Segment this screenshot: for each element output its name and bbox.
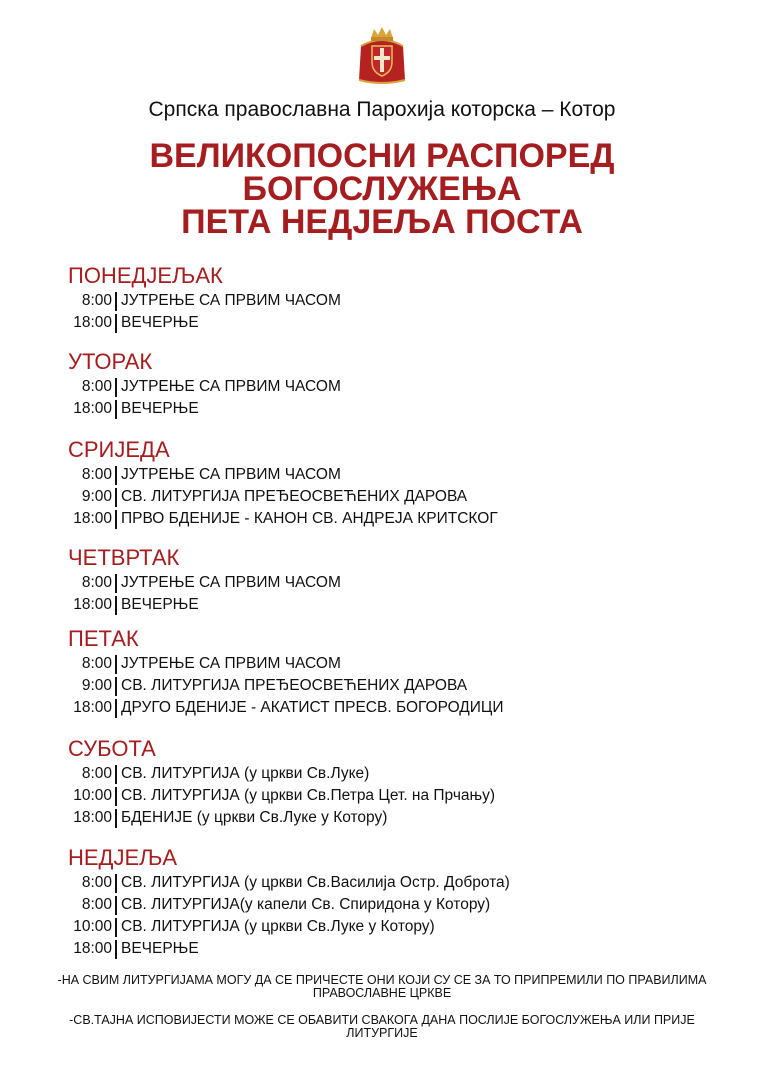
service-row bbox=[68, 464, 708, 486]
service-event: БДЕНИЈЕ (у цркви Св.Луке у Котору) bbox=[121, 809, 388, 826]
service-row bbox=[68, 697, 708, 719]
service-row bbox=[68, 486, 708, 508]
service-row bbox=[68, 312, 708, 334]
service-event: ВЕЧЕРЊЕ bbox=[121, 940, 199, 957]
title-line: ПЕТА НЕДЈЕЉА ПОСТА bbox=[181, 203, 583, 241]
divider bbox=[115, 314, 117, 333]
service-row bbox=[68, 938, 708, 960]
divider bbox=[115, 488, 117, 507]
parish-name: Српска православна Парохија которска – Котор bbox=[148, 98, 616, 121]
day-name: НЕДЈЕЉА bbox=[68, 845, 178, 870]
service-event: СВ. ЛИТУРГИЈА(у капели Св. Спиридона у Котору) bbox=[121, 896, 491, 913]
divider bbox=[115, 765, 117, 784]
service-time: 9:00 bbox=[81, 488, 112, 505]
service-row bbox=[68, 398, 708, 420]
service-time: 8:00 bbox=[81, 896, 112, 913]
service-time: 8:00 bbox=[81, 765, 112, 782]
service-row bbox=[68, 290, 708, 312]
day-block bbox=[68, 264, 708, 334]
service-row bbox=[68, 376, 708, 398]
divider bbox=[115, 940, 117, 959]
service-row bbox=[68, 894, 708, 916]
service-time: 8:00 bbox=[81, 466, 112, 483]
service-event: ЈУТРЕЊЕ СА ПРВИМ ЧАСОМ bbox=[121, 292, 341, 309]
divider bbox=[115, 809, 117, 828]
communion-note: -НА СВИМ ЛИТУРГИЈАМА МОГУ ДА СЕ ПРИЧЕСТЕ ОНИ КОЈИ СУ СЕ ЗА ТО ПРИПРЕМИЛИ ПО ПРАВИЛИМА ПРАВОСЛАВНЕ ЦРКВЕ bbox=[57, 973, 707, 1000]
day-name: ЧЕТВРТАК bbox=[68, 545, 180, 570]
divider bbox=[115, 874, 117, 893]
service-event: СВ. ЛИТУРГИЈА (у цркви Св.Василија Остр. Доброта) bbox=[121, 874, 510, 891]
day-block bbox=[68, 737, 708, 829]
service-time: 8:00 bbox=[81, 574, 112, 591]
day-name: ПЕТАК bbox=[68, 626, 139, 651]
church-coat-of-arms-icon bbox=[355, 26, 409, 86]
service-time: 18:00 bbox=[73, 314, 112, 331]
day-block bbox=[68, 438, 708, 530]
service-time: 10:00 bbox=[73, 918, 112, 935]
divider bbox=[115, 574, 117, 593]
service-event: ВЕЧЕРЊЕ bbox=[121, 314, 199, 331]
divider bbox=[115, 510, 117, 529]
service-event: СВ. ЛИТУРГИЈА ПРЕЂЕОСВЕЋЕНИХ ДАРОВА bbox=[121, 677, 468, 694]
divider bbox=[115, 466, 117, 485]
service-time: 8:00 bbox=[81, 292, 112, 309]
divider bbox=[115, 655, 117, 674]
title-line: БОГОСЛУЖЕЊА bbox=[242, 170, 522, 208]
service-row bbox=[68, 916, 708, 938]
service-event: ВЕЧЕРЊЕ bbox=[121, 596, 199, 613]
divider bbox=[115, 677, 117, 696]
divider bbox=[115, 787, 117, 806]
service-row bbox=[68, 675, 708, 697]
day-block bbox=[68, 627, 708, 719]
service-event: ПРВО БДЕНИЈЕ - КАНОН СВ. АНДРЕЈА КРИТСКОГ bbox=[121, 510, 498, 527]
service-event: СВ. ЛИТУРГИЈА ПРЕЂЕОСВЕЋЕНИХ ДАРОВА bbox=[121, 488, 468, 505]
day-name: УТОРАК bbox=[68, 349, 153, 374]
day-block bbox=[68, 846, 708, 960]
service-time: 18:00 bbox=[73, 809, 112, 826]
service-event: ЈУТРЕЊЕ СА ПРВИМ ЧАСОМ bbox=[121, 574, 341, 591]
divider bbox=[115, 596, 117, 615]
service-row bbox=[68, 572, 708, 594]
service-event: СВ. ЛИТУРГИЈА (у цркви Св.Луке у Котору) bbox=[121, 918, 435, 935]
service-row bbox=[68, 653, 708, 675]
divider bbox=[115, 292, 117, 311]
day-block bbox=[68, 546, 708, 616]
service-time: 8:00 bbox=[81, 874, 112, 891]
service-event: ДРУГО БДЕНИЈЕ - АКАТИСТ ПРЕСВ. БОГОРОДИЦИ bbox=[121, 699, 504, 716]
day-name: СРИЈЕДА bbox=[68, 437, 170, 462]
service-event: ЈУТРЕЊЕ СА ПРВИМ ЧАСОМ bbox=[121, 466, 341, 483]
service-event: ЈУТРЕЊЕ СА ПРВИМ ЧАСОМ bbox=[121, 378, 341, 395]
service-event: СВ. ЛИТУРГИЈА (у цркви Св.Луке) bbox=[121, 765, 370, 782]
divider bbox=[115, 400, 117, 419]
service-row bbox=[68, 872, 708, 894]
service-time: 18:00 bbox=[73, 699, 112, 716]
service-time: 18:00 bbox=[73, 596, 112, 613]
service-event: СВ. ЛИТУРГИЈА (у цркви Св.Петра Цет. на Прчању) bbox=[121, 787, 496, 804]
service-time: 18:00 bbox=[73, 940, 112, 957]
divider bbox=[115, 378, 117, 397]
title-line: ВЕЛИКОПОСНИ РАСПОРЕД bbox=[149, 137, 615, 175]
service-row bbox=[68, 594, 708, 616]
service-time: 8:00 bbox=[81, 655, 112, 672]
service-time: 10:00 bbox=[73, 787, 112, 804]
divider bbox=[115, 699, 117, 718]
service-event: ЈУТРЕЊЕ СА ПРВИМ ЧАСОМ bbox=[121, 655, 341, 672]
service-time: 9:00 bbox=[81, 677, 112, 694]
service-event: ВЕЧЕРЊЕ bbox=[121, 400, 199, 417]
divider bbox=[115, 918, 117, 937]
service-time: 18:00 bbox=[73, 400, 112, 417]
confession-note: -СВ.ТАЈНА ИСПОВИЈЕСТИ МОЖЕ СЕ ОБАВИТИ СВАКОГА ДАНА ПОСЛИЈЕ БОГОСЛУЖЕЊА ИЛИ ПРИЈЕ ЛИТУРГИЈЕ bbox=[69, 1013, 695, 1040]
divider bbox=[115, 896, 117, 915]
service-row bbox=[68, 785, 708, 807]
service-time: 18:00 bbox=[73, 510, 112, 527]
service-row bbox=[68, 508, 708, 530]
service-time: 8:00 bbox=[81, 378, 112, 395]
schedule-title bbox=[0, 137, 764, 241]
day-name: ПОНЕДЈЕЉАК bbox=[68, 263, 223, 288]
service-row bbox=[68, 807, 708, 829]
day-name: СУБОТА bbox=[68, 736, 156, 761]
day-block bbox=[68, 350, 708, 420]
service-row bbox=[68, 763, 708, 785]
